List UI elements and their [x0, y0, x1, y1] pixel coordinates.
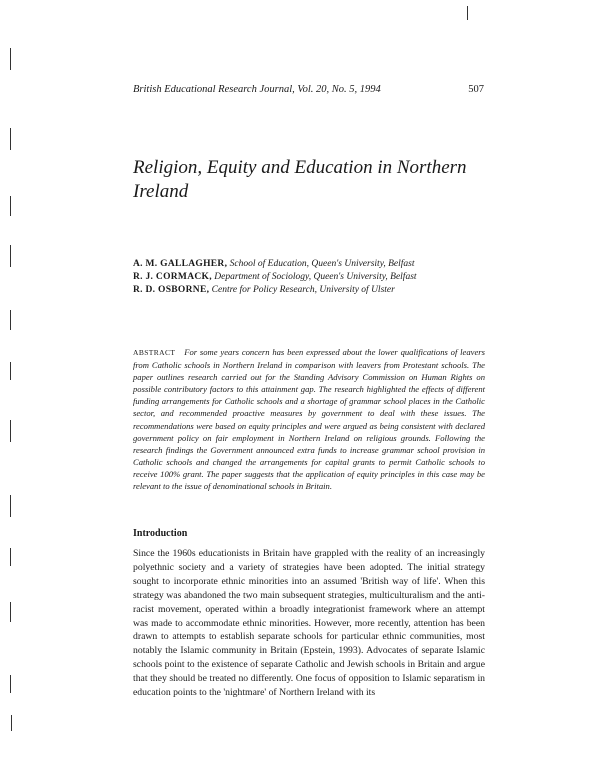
scan-mark: [10, 675, 11, 693]
author-entry: [133, 271, 493, 284]
author-affiliation: Department of Sociology, Queen's University, Belfast: [214, 272, 417, 282]
page-number: 507: [468, 84, 484, 95]
introduction-paragraph: Since the 1960s educationists in Britain have grappled with the reality of an increasingly polyethnic society and a variety of strategies have been adopted. The initial strategy sought to incorporate ethnic minorities into an assumed 'British way of life'. When this strategy was abandoned the two main subsequent strategies, multiculturalism and the anti-racist movement, operated within a broadly integrationist framework where an attempt was made to accommodate ethnic minorities. However, more recently, attention has been drawn to attempts to establish separate schools for particular ethnic communities, most notably the Islamic community in Britain (Epstein, 1993). Advocates of separate Islamic schools point to the existence of separate Catholic and Jewish schools in Britain and argue that they should be treated no differently. One focus of opposition to Islamic separatism in education points to the 'nightmare' of Northern Ireland with its: [133, 548, 485, 699]
scan-mark: [10, 48, 11, 70]
author-list: [133, 258, 493, 297]
section-heading: Introduction: [133, 528, 188, 539]
abstract: [133, 346, 485, 492]
journal-citation: British Educational Research Journal, Vol. 20, No. 5, 1994: [133, 84, 381, 95]
scan-mark: [10, 245, 11, 267]
author-entry: [133, 284, 493, 297]
abstract-label: ABSTRACT: [133, 348, 176, 357]
running-header: [133, 84, 484, 95]
author-affiliation: School of Education, Queen's University, Belfast: [229, 259, 415, 269]
scan-mark: [10, 310, 11, 330]
scan-mark: [10, 420, 11, 442]
scan-mark: [10, 196, 11, 216]
scan-mark: [11, 715, 12, 731]
scan-mark: [10, 495, 11, 517]
author-name: R. J. CORMACK,: [133, 272, 212, 282]
author-name: A. M. GALLAGHER,: [133, 259, 228, 269]
scan-mark: [10, 362, 11, 380]
scan-mark: [10, 548, 11, 566]
article-title: Religion, Equity and Education in Northern Ireland: [133, 157, 467, 202]
author-name: R. D. OSBORNE,: [133, 285, 210, 295]
author-entry: [133, 258, 493, 271]
scan-mark: [10, 602, 11, 622]
scan-mark: [467, 6, 468, 20]
scan-mark: [10, 128, 11, 150]
author-affiliation: Centre for Policy Research, University of Ulster: [211, 285, 395, 295]
abstract-text: For some years concern has been expressed about the lower qualifications of leavers from Catholic schools in Northern Ireland in comparison with leavers from Protestant schools. The paper outlines research carried out for the Standing Advisory Commission on Human Rights on possible contributory factors to this attainment gap. The research highlighted the effects of different funding arrangements for Catholic schools and a shortage of grammar school places in the Catholic sector, and recommended proactive measures by government to deal with these issues. The recommendations were based on equity principles and were argued as being consistent with declared government policy on fair employment in Northern Ireland on religious grounds. Following the research findings the Government announced extra funds to increase grammar school provision in Catholic schools and changed the arrangements for capital grants to permit Catholic schools to receive 100% grant. The paper suggests that the application of equity principles in this case may be relevant to the issue of denominational schools in Britain.: [133, 347, 485, 492]
